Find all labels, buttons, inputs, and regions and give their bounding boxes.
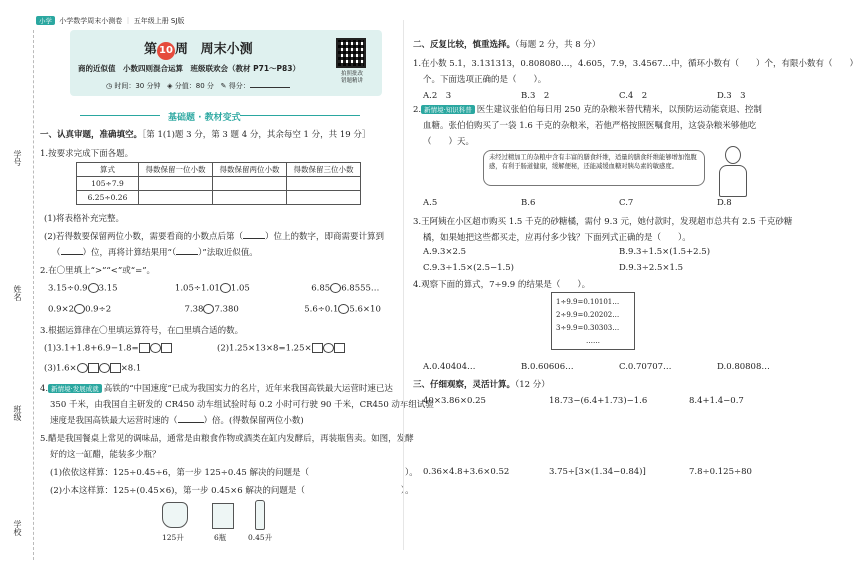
answer-cell[interactable]	[139, 191, 213, 205]
q3-prompt: 3.根据运算律在〇里填运算符号，在□里填合适的数。	[40, 326, 244, 336]
compare-circle[interactable]	[203, 304, 214, 314]
operator-circle[interactable]	[77, 363, 88, 373]
option[interactable]: B.6	[521, 198, 536, 208]
compare-circle[interactable]	[338, 304, 349, 314]
box-label: 6瓶	[214, 533, 227, 542]
topic-meta: 商的近似值 小数四则混合运算 班级联欢会（教材 P71～P83）	[78, 64, 300, 73]
header-banner	[70, 30, 382, 96]
approx-table	[76, 162, 361, 205]
p2-q2-line-3: （ ）天。	[423, 137, 475, 147]
compare-circle[interactable]	[330, 283, 341, 293]
q2-row-2: 0.9×2 0.9÷2 7.38 7.380 5.6÷0.1 5.6×10	[48, 304, 381, 315]
table-row	[77, 177, 361, 191]
answer-box[interactable]	[334, 343, 345, 353]
answer-blank[interactable]	[309, 466, 405, 475]
part2-heading: 二、反复比较，慎重选择。（每题 2 分，共 8 分）	[413, 40, 601, 50]
part3-heading: 三、仔细观察，灵活计算。（12 分）	[413, 380, 550, 390]
pattern-line: 2÷9.9=0.20202…	[556, 311, 620, 319]
table-row	[77, 191, 361, 205]
score-icon: ◈	[167, 82, 173, 90]
option[interactable]: B.9.3÷1.5×(1.5+2.5)	[619, 247, 711, 257]
answer-blank[interactable]	[243, 230, 265, 239]
q4-line-2: 350 千米，由我国自主研发的 CR450 动车组试验时每 0.2 小时可行驶 90 千米，CR450 动车组试验	[50, 400, 434, 410]
series-header: 小学 小学数学周末小测卷 ｜ 五年级上册 SJ版	[36, 16, 184, 26]
q1-1: (1)将表格补充完整。	[44, 214, 125, 224]
clock-icon: ◷	[106, 82, 113, 90]
q2-tag: 新情境·知识科普	[421, 105, 475, 114]
qr-code-icon[interactable]	[336, 38, 366, 68]
answer-box[interactable]	[139, 343, 150, 353]
series-title: 小学数学周末小测卷	[59, 17, 123, 25]
part3-note: （12 分）	[515, 380, 550, 390]
section-divider-left	[80, 115, 160, 116]
p2-q1-line-1: 1.在小数 5.1，3.131313，0.808080…，4.605，7.9，3.4567…中，循环小数有（ ）个，有限小数有（ ）	[413, 59, 858, 69]
q1-2: (2)若得数要保留两位小数，需要看商的小数点后第（ ）位上的数字，即商需要计算到	[44, 232, 385, 242]
answer-box[interactable]	[312, 343, 323, 353]
operator-circle[interactable]	[323, 343, 334, 353]
calc-expression: 0.36×4.8+3.6×0.52	[423, 467, 510, 477]
option[interactable]: A.0.40404…	[423, 362, 476, 372]
part1-heading: 一、认真审题，准确填空。［第 1(1)题 3 分，第 3 题 4 分，其余每空 1 分，共 19 分］	[40, 130, 371, 140]
answer-blank[interactable]	[178, 414, 204, 423]
q3-row-1: (1)3.1+1.8+6.9−1.8= (2)1.25×13×8=1.25×	[44, 343, 345, 354]
table-header: 得数保留三位小数	[287, 163, 361, 177]
series-badge: 小学	[36, 16, 55, 25]
option[interactable]: C.4 2	[619, 91, 648, 101]
answer-box[interactable]	[110, 363, 121, 373]
vat-icon	[162, 502, 188, 528]
p2-q4-prompt: 4.观察下面的算式，7÷9.9 的结果是（ ）。	[413, 280, 591, 290]
calc-expression: 40×3.86×0.25	[423, 396, 486, 406]
calc-expression: 7.8÷0.125÷80	[689, 467, 752, 477]
pen-icon: ✎	[220, 82, 227, 90]
compare-circle[interactable]	[220, 283, 231, 293]
q2-row-1: 3.15÷0.9 3.15 1.05÷1.01 1.05 6.85 6.8555…	[48, 283, 380, 294]
calc-expression: 3.75÷[3×(1.34−0.84)]	[549, 467, 646, 477]
doctor-icon	[718, 146, 748, 198]
table-cell-expr: 105÷7.9	[77, 177, 139, 191]
answer-cell[interactable]	[139, 177, 213, 191]
pattern-line: 3÷9.9=0.30303…	[556, 324, 620, 332]
answer-blank[interactable]	[305, 484, 401, 493]
p2-q1-line-2: 个。下面选项正确的是（ ）。	[423, 75, 547, 85]
week-title: 第 10 周 周末小测	[144, 38, 253, 60]
table-header: 得数保留两位小数	[213, 163, 287, 177]
operator-circle[interactable]	[150, 343, 161, 353]
option[interactable]: D.0.80808…	[717, 362, 770, 372]
option[interactable]: B.0.60606…	[521, 362, 574, 372]
grade-label: 五年级上册 SJ版	[133, 17, 185, 25]
answer-cell[interactable]	[287, 177, 361, 191]
school-label: 学校	[13, 520, 22, 536]
calc-expression: 8.4+1.4−0.7	[689, 396, 744, 406]
speech-bubble: 未经过精加工的杂粮中含有丰富的膳食纤维，适量的膳食纤维能够增加饱腹感，有利于肠道健康，缓解便秘，还能减缓血糖对胰岛素的敏感度。	[483, 150, 705, 186]
table-header: 得数保留一位小数	[139, 163, 213, 177]
p2-q3-line-1: 3.王阿姨在小区超市购买 1.5 千克的砂糖橘，需付 9.3 元，她付款时，发现超市总共有 2.5 千克砂糖	[413, 217, 793, 227]
answer-cell[interactable]	[213, 177, 287, 191]
option[interactable]: C.9.3÷1.5×(2.5−1.5)	[423, 263, 514, 273]
operator-circle[interactable]	[99, 363, 110, 373]
option[interactable]: C.0.70707…	[619, 362, 672, 372]
compare-circle[interactable]	[74, 304, 85, 314]
vat-label: 125升	[162, 533, 184, 542]
p2-q2-line-1: 2. 新情境·知识科普 医生建议张伯伯每日用 250 克的杂粮米替代精米，以预防运动能衰退、控制	[413, 105, 762, 115]
q4-tag: 新情境·发展成就	[48, 384, 102, 393]
name-label: 姓名	[13, 285, 22, 301]
p2-q2-line-2: 血糖。张伯伯购买了一袋 1.6 千克的杂粮米，若他严格按照医嘱食用，这袋杂粮米够他吃	[423, 121, 757, 131]
student-number-label: 学号	[13, 150, 22, 166]
compare-circle[interactable]	[88, 283, 99, 293]
answer-blank[interactable]	[176, 246, 198, 255]
qr-caption: 拍照批改 错题精讲	[340, 71, 363, 84]
option[interactable]: A.2 3	[423, 91, 452, 101]
pattern-line: 1÷9.9=0.10101…	[556, 298, 620, 306]
q1-2-cont: （ ）位，再将计算结果用“（ ）”法取近似值。	[52, 248, 258, 258]
calc-expression: 18.73−(6.4+1.73)−1.6	[549, 396, 648, 406]
answer-cell[interactable]	[287, 191, 361, 205]
q1-prompt: 1.按要求完成下面各题。	[40, 149, 134, 159]
p2-q3-line-2: 橘，如果她把这些都买走，应再付多少钱？下面列式正确的是（ ）。	[423, 233, 691, 243]
option[interactable]: A.5	[423, 198, 438, 208]
option[interactable]: D.9.3÷2.5×1.5	[619, 263, 684, 273]
section-basic-title: 基础题 · 教材变式	[168, 113, 241, 123]
pattern-line: ……	[586, 337, 600, 345]
q5-1: (1)依依这样算：125÷0.45÷6，第一步 125÷0.45 解决的问题是（ ）。	[50, 468, 418, 478]
week-number: 10	[157, 42, 175, 60]
class-label: 班级	[13, 405, 22, 421]
page-fold	[403, 20, 404, 550]
binding-margin	[0, 30, 34, 560]
table-cell-expr: 6.25÷0.26	[77, 191, 139, 205]
answer-box[interactable]	[88, 363, 99, 373]
q5-line-1: 5.醋是我国餐桌上常见的调味品，通常是由粮食作物或酒类在缸内发酵后，再装瓶售卖。如图，发酵	[40, 434, 414, 444]
table-header: 算式	[77, 163, 139, 177]
q3-row-2: (3)1.6× ×8.1	[44, 363, 142, 374]
q4-line-1: 4. 新情境·发展成就 高铁的“中国速度”已成为我国实力的名片，近年来我国高铁最大运营时速已达	[40, 384, 393, 394]
pattern-box	[551, 292, 635, 350]
option[interactable]: D.8	[717, 198, 732, 208]
exam-info: ◷ 时间：30 分钟 ◈ 分值：80 分 ✎ 得分：	[106, 79, 290, 91]
q5-2: (2)小本这样算：125÷(0.45×6)，第一步 0.45×6 解决的问题是（ ）。	[50, 486, 414, 496]
option[interactable]: D.3 3	[717, 91, 746, 101]
q5-line-2: 好的这一缸醋，能装多少瓶？	[50, 450, 161, 460]
quiz-title: 周末小测	[200, 42, 253, 57]
option[interactable]: C.7	[619, 198, 634, 208]
q2-prompt: 2.在〇里填上“>”“<”或“=”。	[40, 266, 156, 276]
option[interactable]: A.9.3×2.5	[423, 247, 466, 257]
bottle-box-icon	[212, 503, 234, 529]
answer-box[interactable]	[161, 343, 172, 353]
bottle-label: 0.45升	[248, 533, 273, 542]
answer-cell[interactable]	[213, 191, 287, 205]
part1-note: ［第 1(1)题 3 分，第 3 题 4 分，其余每空 1 分，共 19 分］	[142, 130, 371, 140]
answer-blank[interactable]	[61, 246, 83, 255]
part2-note: （每题 2 分，共 8 分）	[515, 40, 601, 50]
section-divider-right	[240, 115, 360, 116]
bottle-icon	[255, 500, 265, 530]
q4-line-3: 速度是我国高铁最大运营时速的（ ）倍。(得数保留两位小数)	[50, 416, 304, 426]
option[interactable]: B.3 2	[521, 91, 550, 101]
